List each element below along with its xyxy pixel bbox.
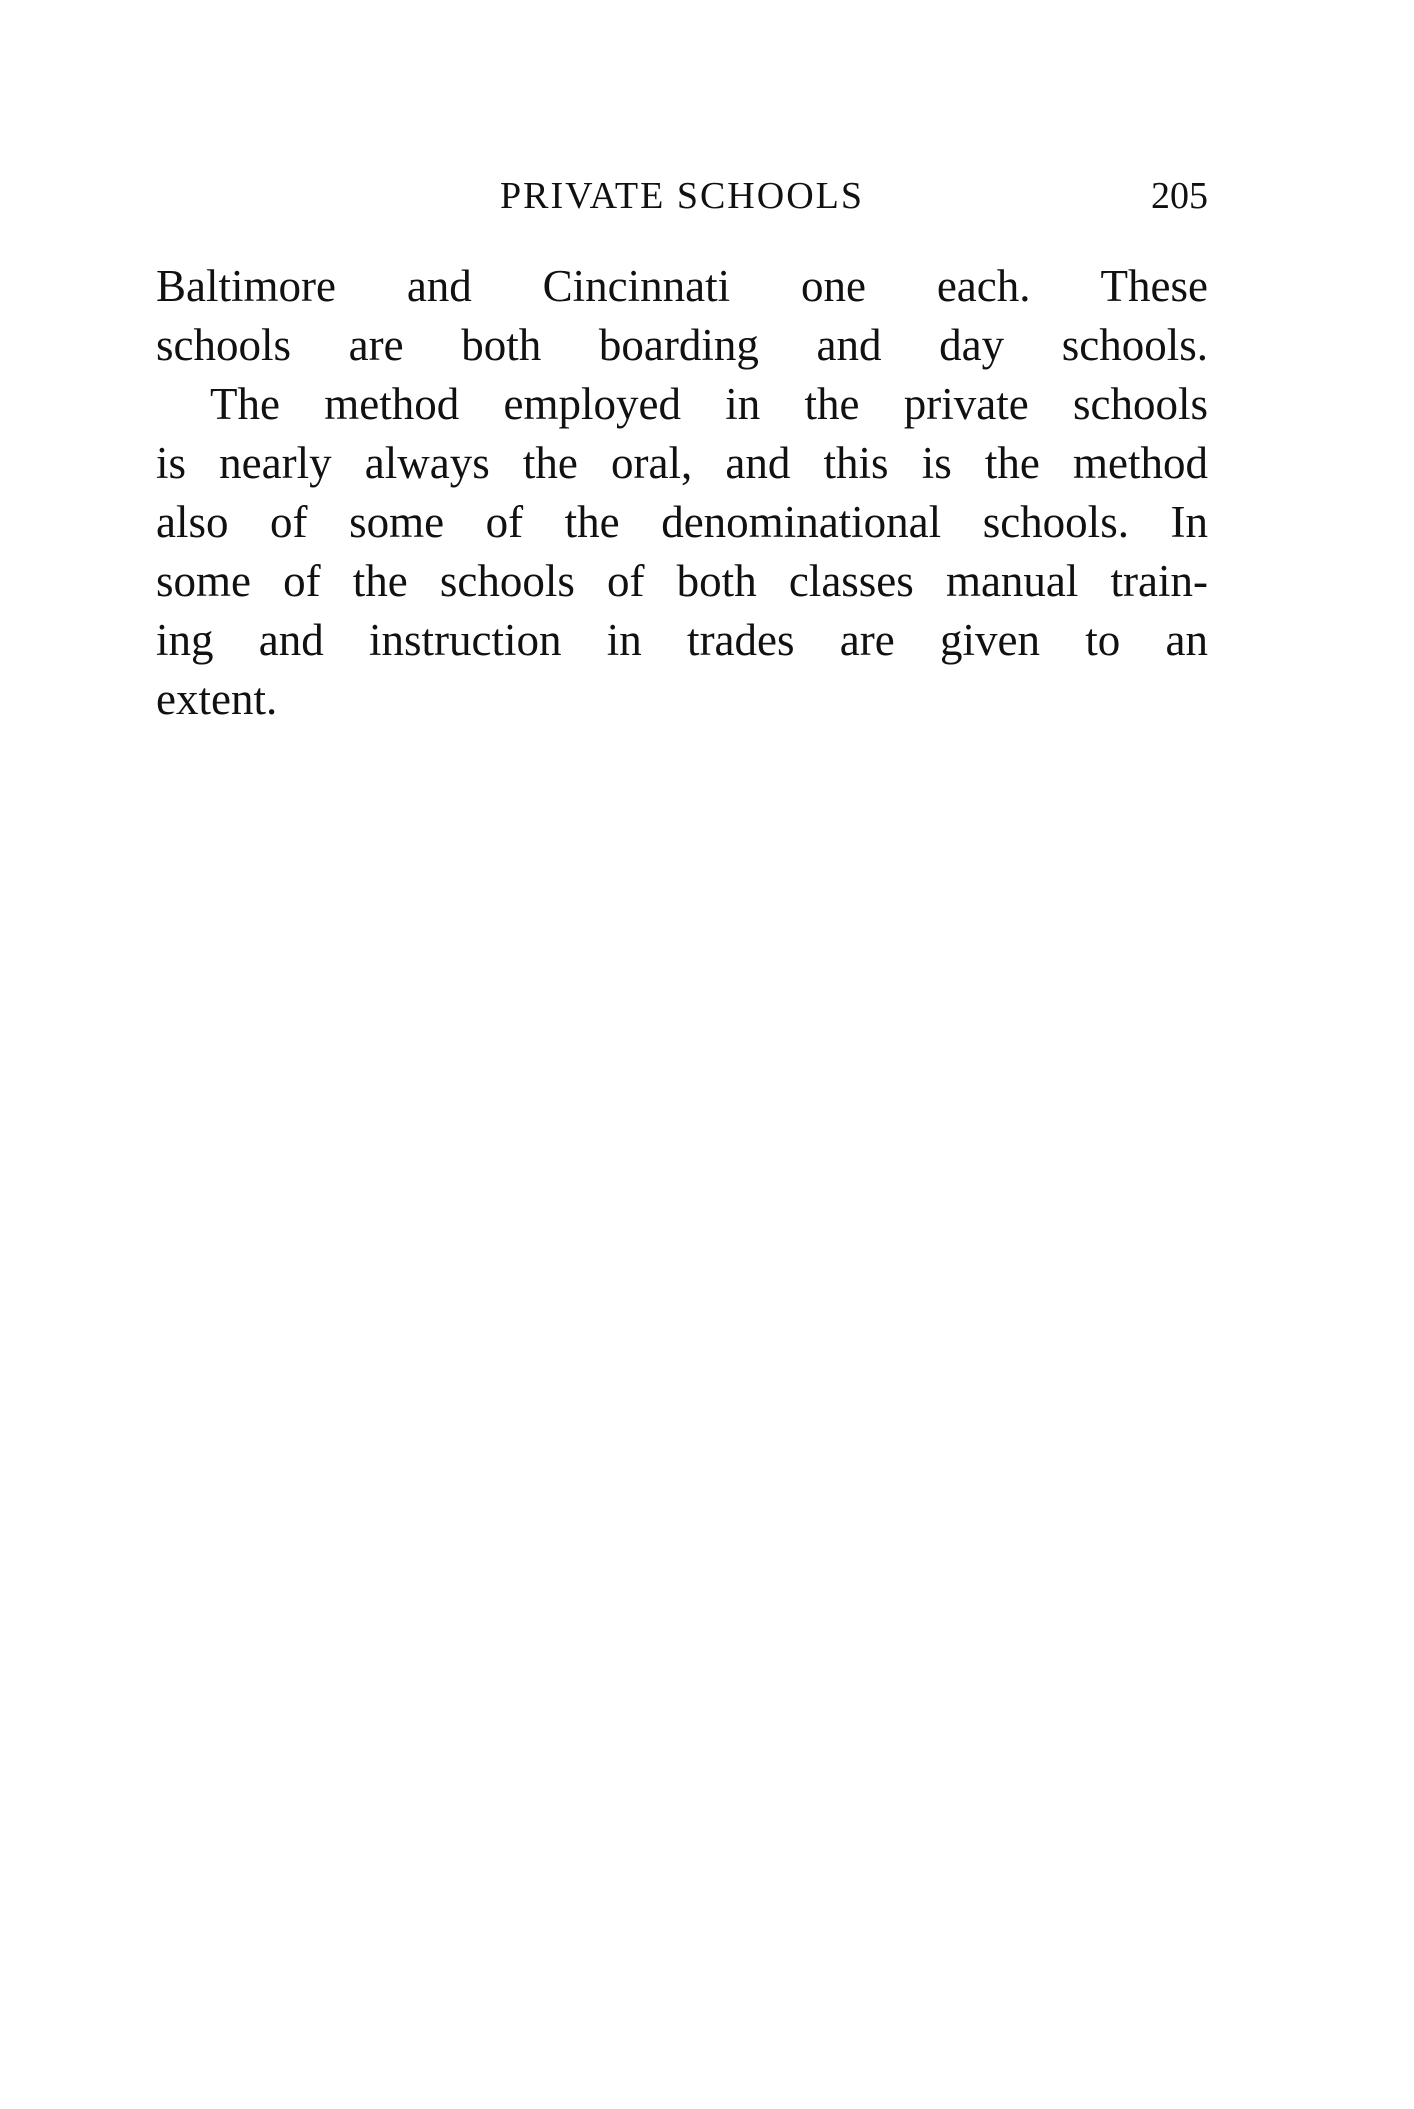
text-line-4: is nearly always the oral, and this is the method: [156, 438, 1208, 488]
text-line-7: ing and instruction in trades are given to an: [156, 615, 1208, 665]
page-number: 205: [1151, 175, 1208, 217]
running-title: PRIVATE SCHOOLS: [500, 175, 864, 217]
body-text: [156, 257, 1208, 729]
text-line-3: The method employed in the private schools: [210, 379, 1208, 429]
text-line-2: schools are both boarding and day schools.: [156, 320, 1208, 370]
running-head: [156, 166, 1208, 226]
text-line-6: some of the schools of both classes manual train-: [156, 556, 1208, 606]
text-line-1: Baltimore and Cincinnati one each. These: [156, 261, 1208, 311]
text-line-8: extent.: [156, 674, 278, 724]
text-line-5: also of some of the denominational schools. In: [156, 497, 1208, 547]
